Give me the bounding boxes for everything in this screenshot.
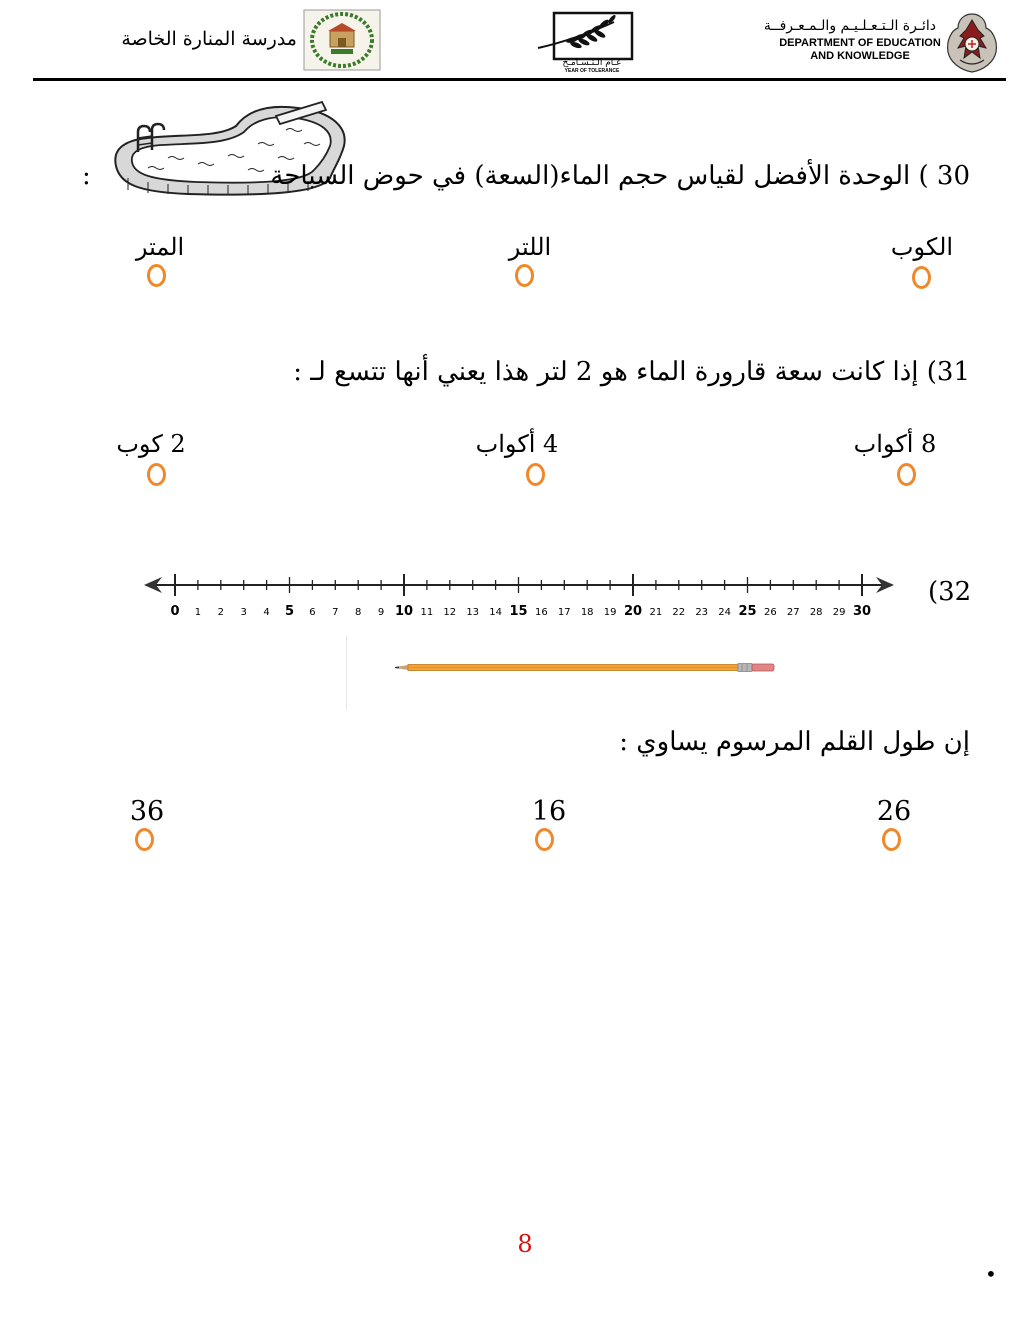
pencil-image [346,636,786,710]
question-30-text: 30 ) الوحدة الأفضل لقياس حجم الماء(السعة) في حوض السباحة [270,161,970,191]
q30-option-label-cup: الكوب [890,233,954,261]
department-english-line1: DEPARTMENT OF EDUCATION [779,37,941,49]
number-line-graphic [140,566,900,630]
q30-option-label-liter: اللتر [508,233,552,261]
question-31-text: 31) إذا كانت سعة قارورة الماء هو 2 لتر هذا يعني أنها تتسع لـ : [293,357,970,387]
q31-option-radio-4-cups[interactable] [526,463,545,486]
number-line-tick-label-11: 11 [420,607,434,618]
number-line-tick-label-3: 3 [240,607,247,618]
q32-option-radio-36[interactable] [135,828,154,851]
q31-option-radio-2-cups[interactable] [147,463,166,486]
number-line-tick-label-26: 26 [764,607,777,618]
number-line-tick-label-18: 18 [580,607,594,618]
q31-option-radio-8-cups[interactable] [897,463,916,486]
number-line-tick-label-23: 23 [695,607,709,618]
number-line-tick-label-29: 29 [832,607,846,618]
number-line-tick-label-2: 2 [217,607,224,618]
q30-option-radio-liter[interactable] [515,264,534,287]
number-line-tick-label-28: 28 [809,607,823,618]
year-of-tolerance-english: YEAR OF TOLERANCE [564,68,620,74]
number-line-tick-label-30: 30 [852,604,872,619]
page-number: 8 [517,1230,533,1258]
question-32-number: (32 [928,577,972,607]
number-line-tick-label-12: 12 [443,607,457,618]
header-divider [33,78,1006,81]
number-line-tick-label-13: 13 [466,607,480,618]
number-line-tick-label-0: 0 [170,604,180,619]
q30-option-radio-cup[interactable] [912,266,931,289]
number-line-tick-label-16: 16 [535,607,548,618]
q32-option-radio-26[interactable] [882,828,901,851]
q30-option-label-meter: المتر [135,233,185,261]
question-32-text: إن طول القلم المرسوم يساوي : [619,727,970,757]
number-line-tick-label-22: 22 [672,607,686,618]
q31-option-label-2-cups: 2 كوب [116,430,186,458]
year-of-tolerance-logo [534,10,636,74]
number-line-tick-label-5: 5 [284,604,295,619]
bullet-dot: • [985,1262,997,1286]
number-line-tick-label-10: 10 [394,604,414,619]
number-line-tick-label-14: 14 [489,607,502,618]
number-line-tick-label-1: 1 [194,607,202,618]
q32-option-radio-16[interactable] [535,828,554,851]
number-line-tick-label-20: 20 [623,604,643,619]
number-line-tick-label-25: 25 [738,604,757,619]
number-line-tick-label-9: 9 [377,607,385,618]
number-line [140,566,900,630]
number-line-tick-label-15: 15 [509,604,528,619]
number-line-tick-label-24: 24 [718,607,731,618]
department-arabic-name: دائـرة الـتـعـلـيـم والـمـعـرفــة [763,18,936,34]
q32-option-label-26: 26 [876,796,912,827]
number-line-tick-label-21: 21 [649,607,663,618]
number-line-tick-label-27: 27 [786,607,800,618]
number-line-tick-label-17: 17 [557,607,571,618]
number-line-tick-label-7: 7 [332,607,339,618]
department-english-line2: AND KNOWLEDGE [810,50,910,62]
q31-option-label-4-cups: 4 أكواب [475,430,559,458]
q32-option-label-36: 36 [129,796,165,827]
number-line-tick-label-4: 4 [263,607,270,618]
year-of-tolerance-arabic: عـام الـتـسـامـح [562,58,622,68]
question-30-colon: : [82,161,91,191]
school-logo [303,9,381,71]
q30-option-radio-meter[interactable] [147,264,166,287]
number-line-tick-label-8: 8 [355,607,362,618]
q31-option-label-8-cups: 8 أكواب [853,430,937,458]
page-header [0,0,1020,82]
q32-option-label-16: 16 [531,796,567,827]
number-line-tick-label-19: 19 [603,607,617,618]
school-name: مدرسة المنارة الخاصة [121,28,297,50]
number-line-tick-label-6: 6 [309,607,316,618]
falcon-emblem-icon [942,10,1002,76]
